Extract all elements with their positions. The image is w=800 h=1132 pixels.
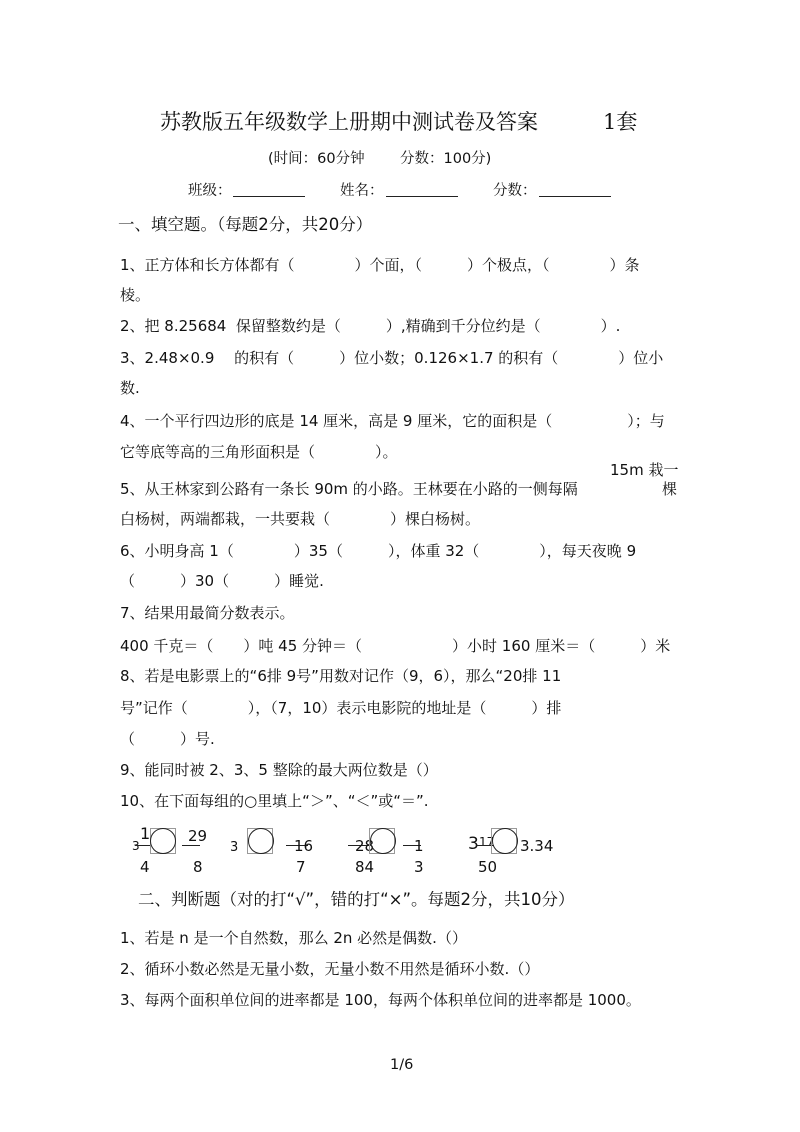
- question-1-cont: 棱。: [120, 286, 151, 304]
- score-field[interactable]: [539, 182, 611, 197]
- decimal-value: 3.34: [520, 837, 554, 855]
- fraction-numerator: 17: [479, 835, 495, 849]
- fraction-denominator: 3: [414, 858, 424, 876]
- fraction-denominator: 8: [193, 858, 203, 876]
- fraction-denominator: 7: [296, 858, 306, 876]
- question-5: 5、从王林家到公路有一条长 90m 的小路。王林要在小路的一侧每隔: [120, 480, 578, 498]
- fraction-denominator: 84: [355, 858, 375, 876]
- fraction-numerator: 28: [355, 837, 375, 855]
- fraction-denominator: 4: [140, 858, 150, 876]
- exam-title-suffix: 1套: [603, 110, 638, 134]
- question-2: 2、把 8.25684 保留整数约是（ ）,精确到千分位约是（ ）.: [120, 317, 621, 335]
- compare-circle[interactable]: [248, 828, 274, 854]
- section-1-heading: 一、填空题。（每题2分，共20分）: [118, 215, 373, 234]
- exam-total-score: 分数：100分): [400, 151, 492, 167]
- whole-number: 3: [468, 834, 479, 854]
- class-field[interactable]: [233, 182, 305, 197]
- fraction-numerator: 29: [188, 827, 208, 845]
- exam-time: (时间：60分钟: [268, 151, 365, 167]
- exam-title: 苏教版五年级数学上册期中测试卷及答案: [160, 110, 538, 134]
- score-label: 分数：: [493, 183, 537, 199]
- section-2-heading: 二、判断题（对的打“√”，错的打“×”。每题2分，共10分）: [138, 890, 575, 909]
- compare-circle[interactable]: [492, 828, 518, 854]
- question-10: 10、在下面每组的○里填上“＞”、“＜”或“＝”.: [120, 792, 429, 810]
- name-label: 姓名：: [340, 183, 384, 199]
- fraction-numerator: 16: [294, 837, 314, 855]
- question-8-cont-2: （ ）号.: [120, 730, 215, 748]
- compare-circle[interactable]: [370, 828, 396, 854]
- fraction-numerator: 1: [414, 837, 424, 855]
- question-6: 6、小明身高 1（ ）35（ ），体重 32（ ），每天夜晚 9: [120, 542, 637, 560]
- question-4-cont: 它等底等高的三角形面积是（ ）。: [120, 443, 398, 461]
- question-7-items: 400 千克＝（ ）吨 45 分钟＝（ ）小时 160 厘米＝（ ）米: [120, 637, 671, 655]
- whole-number: 3: [230, 840, 239, 855]
- judgement-3: 3、每两个面积单位间的进率都是 100，每两个体积单位间的进率都是 1000。: [120, 991, 641, 1009]
- question-8: 8、若是电影票上的“6排 9号”用数对记作（9，6），那么“20排 11: [120, 667, 562, 685]
- question-3-cont: 数.: [120, 379, 140, 397]
- class-label: 班级：: [188, 183, 232, 199]
- question-7: 7、结果用最简分数表示。: [120, 604, 295, 622]
- fraction-denominator: 50: [478, 858, 498, 876]
- question-5-cont: 白杨树，两端都栽，一共要栽（ ）棵白杨树。: [120, 510, 481, 528]
- fraction-numerator: 1: [140, 824, 151, 843]
- judgement-1: 1、若是 n 是一个自然数，那么 2n 必然是偶数.（）: [120, 929, 467, 947]
- judgement-2: 2、循环小数必然是无量小数，无量小数不用然是循环小数.（）: [120, 960, 540, 978]
- question-4: 4、一个平行四边形的底是 14 厘米，高是 9 厘米，它的面积是（ ）；与: [120, 412, 665, 430]
- question-5-side: 15m 栽一: [610, 461, 679, 479]
- name-field[interactable]: [386, 182, 458, 197]
- compare-circle[interactable]: [150, 828, 176, 854]
- question-1: 1、正方体和长方体都有（ ）个面，（ ）个极点，（ ）条: [120, 256, 640, 274]
- question-9: 9、能同时被 2、3、5 整除的最大两位数是（）: [120, 761, 438, 779]
- whole-number: 3: [132, 839, 140, 853]
- question-5-side-2: 棵: [662, 480, 678, 498]
- fraction-bar: [135, 845, 151, 846]
- fraction-bar: [182, 845, 200, 846]
- question-6-cont: （ ）30（ ）睡觉.: [120, 572, 324, 590]
- page-number: 1/6: [390, 1057, 414, 1073]
- question-3: 3、2.48×0.9 的积有（ ）位小数；0.126×1.7 的积有（ ）位小: [120, 349, 664, 367]
- question-8-cont: 号”记作（ ），（7，10）表示电影院的地址是（ ）排: [120, 699, 562, 717]
